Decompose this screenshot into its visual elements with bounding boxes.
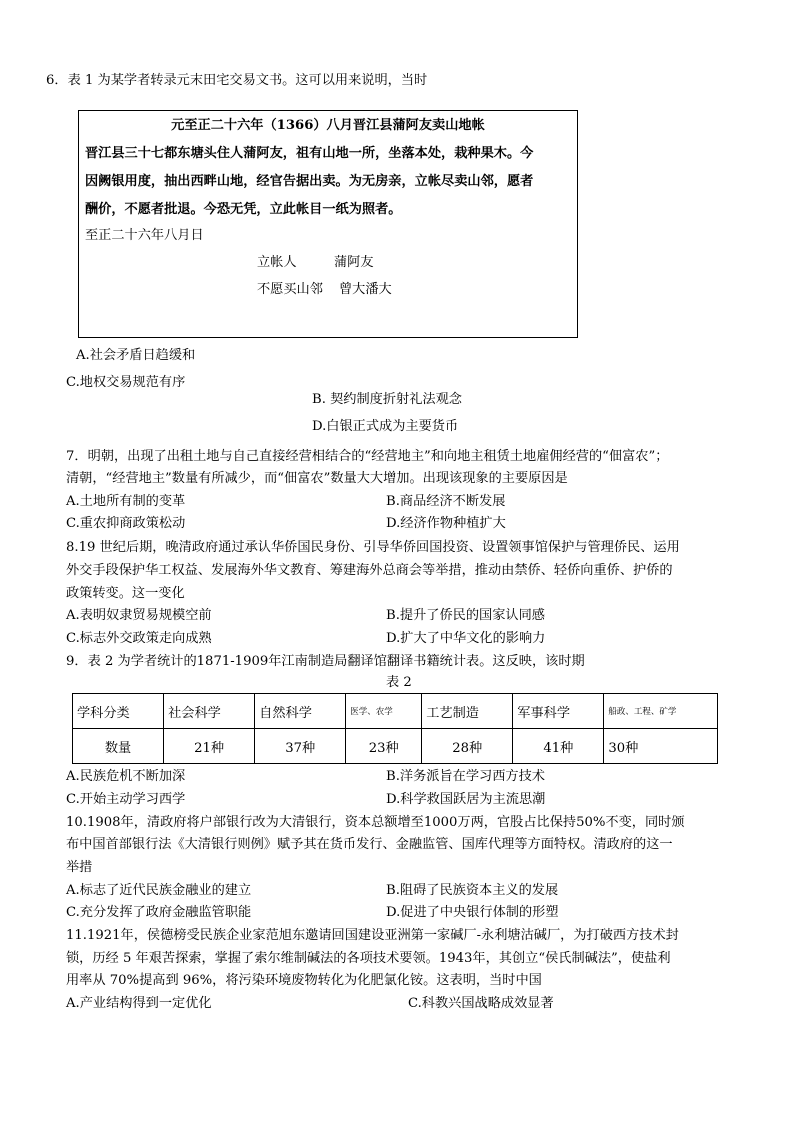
q6-sign1-label: 立帐人 bbox=[257, 255, 297, 270]
q9-option-b[interactable]: B.洋务派旨在学习西方技术 bbox=[386, 769, 545, 784]
q6-option-d[interactable]: D.白银正式成为主要货币 bbox=[312, 419, 459, 434]
q6-sign2-label: 不愿买山邻 bbox=[257, 282, 323, 297]
q8-line-1: 8.19 世纪后期，晚清政府通过承认华侨国民身份、引导华侨回国投资、设置领事馆保护与管理侨民、运用 bbox=[66, 540, 680, 555]
q7-option-a[interactable]: A.土地所有制的变革 bbox=[66, 494, 186, 509]
q9-option-d[interactable]: D.科学救国跃居为主流思潮 bbox=[386, 792, 546, 807]
q8-option-a[interactable]: A.表明奴隶贸易规模空前 bbox=[66, 608, 212, 623]
q8-line-2: 外交手段保护华工权益、发展海外华文教育、筹建海外总商会等举措，推动由禁侨、轻侨向重侨、护侨的 bbox=[66, 563, 673, 578]
q9-option-a[interactable]: A.民族危机不断加深 bbox=[66, 769, 186, 784]
table-header-cell: 工艺制造 bbox=[422, 694, 513, 729]
q6-document-line-1: 晋江县三十七都东塘头住人蒲阿友，祖有山地一所，坐落本处，栽种果木。今 bbox=[85, 146, 534, 161]
table-header-cell: 社会科学 bbox=[164, 694, 255, 729]
q11-line-3: 用率从 70%提高到 96%，将污染环境废物转化为化肥氯化铵。这表明，当时中国 bbox=[66, 973, 542, 988]
table-header-row bbox=[73, 694, 718, 729]
q6-sign2-name: 曾大潘大 bbox=[339, 282, 392, 297]
table-row bbox=[73, 729, 718, 764]
table-cell: 21种 bbox=[164, 729, 255, 764]
q6-stem: 6．表 1 为某学者转录元末田宅交易文书。这可以用来说明，当时 bbox=[46, 73, 428, 88]
table-cell: 数量 bbox=[73, 729, 164, 764]
q11-line-2: 锁，历经 5 年艰苦探索，掌握了索尔维制碱法的各项技术要领。1943年，其创立“侯氏制碱法”，使盐利 bbox=[66, 951, 671, 966]
q6-document-title: 元至正二十六年（1366）八月晋江县蒲阿友卖山地帐 bbox=[171, 118, 485, 133]
q7-option-b[interactable]: B.商品经济不断发展 bbox=[386, 494, 506, 509]
q7-line-1: 7．明朝，出现了出租土地与自己直接经营相结合的“经营地主”和向地主租赁土地雇佣经营的“佃富农”； bbox=[66, 449, 669, 464]
q7-option-c[interactable]: C.重农抑商政策松动 bbox=[66, 516, 186, 531]
table-cell: 28种 bbox=[422, 729, 513, 764]
q9-table bbox=[72, 693, 718, 764]
q10-line-1: 10.1908年，清政府将户部银行改为大清银行，资本总额增至1000万两，官股占比保持50%不变，同时颁 bbox=[66, 815, 685, 830]
q6-document-box bbox=[78, 110, 578, 338]
table-header-cell: 军事科学 bbox=[513, 694, 604, 729]
table-header-cell: 学科分类 bbox=[73, 694, 164, 729]
q6-document-line-3: 酬价，不愿者批退。今恐无凭，立此帐目一纸为照者。 bbox=[85, 202, 402, 217]
q11-line-1: 11.1921年，侯德榜受民族企业家范旭东邀请回国建设亚洲第一家碱厂-永利塘沽碱厂，为打破西方技术封 bbox=[66, 928, 679, 943]
table-cell: 30种 bbox=[604, 729, 718, 764]
q10-option-d[interactable]: D.促进了中央银行体制的形塑 bbox=[386, 905, 559, 920]
q7-option-d[interactable]: D.经济作物种植扩大 bbox=[386, 516, 506, 531]
q10-line-2: 布中国首部银行法《大清银行则例》赋予其在货币发行、金融监管、国库代理等方面特权。清政府的这一 bbox=[66, 837, 673, 852]
q9-stem: 9．表 2 为学者统计的1871-1909年江南制造局翻译馆翻译书籍统计表。这反映，该时期 bbox=[66, 654, 585, 669]
q10-option-b[interactable]: B.阻碍了民族资本主义的发展 bbox=[386, 883, 559, 898]
q8-option-d[interactable]: D.扩大了中华文化的影响力 bbox=[386, 631, 546, 646]
q11-option-c[interactable]: C.科教兴国战略成效显著 bbox=[408, 996, 554, 1011]
q10-line-3: 举措 bbox=[66, 860, 93, 875]
q8-option-b[interactable]: B.提升了侨民的国家认同感 bbox=[386, 608, 545, 623]
q6-option-b[interactable]: B. 契约制度折射礼法观念 bbox=[312, 392, 462, 407]
q6-option-c[interactable]: C.地权交易规范有序 bbox=[66, 375, 186, 390]
q9-table-caption: 表 2 bbox=[386, 675, 412, 690]
table-header-cell: 医学、农学 bbox=[346, 694, 422, 729]
q6-option-a[interactable]: A.社会矛盾日趋缓和 bbox=[76, 348, 196, 363]
q9-option-c[interactable]: C.开始主动学习西学 bbox=[66, 792, 186, 807]
table-cell: 41种 bbox=[513, 729, 604, 764]
q8-option-c[interactable]: C.标志外交政策走向成熟 bbox=[66, 631, 212, 646]
q11-option-a[interactable]: A.产业结构得到一定优化 bbox=[66, 996, 212, 1011]
q10-option-a[interactable]: A.标志了近代民族金融业的建立 bbox=[66, 883, 252, 898]
q6-sign1-name: 蒲阿友 bbox=[334, 255, 374, 270]
table-cell: 23种 bbox=[346, 729, 422, 764]
table-header-cell: 船政、工程、矿学 bbox=[604, 694, 718, 729]
q10-option-c[interactable]: C.充分发挥了政府金融监管职能 bbox=[66, 905, 252, 920]
table-cell: 37种 bbox=[255, 729, 346, 764]
q7-line-2: 清朝，“经营地主”数量有所减少，而“佃富农”数量大大增加。出现该现象的主要原因是 bbox=[66, 471, 568, 486]
q6-document-line-2: 因阙银用度，抽出西畔山地，经官告据出卖。为无房亲，立帐尽卖山邻，愿者 bbox=[85, 174, 534, 189]
q6-document-date: 至正二十六年八月日 bbox=[85, 228, 204, 243]
q8-line-3: 政策转变。这一变化 bbox=[66, 586, 185, 601]
table-header-cell: 自然科学 bbox=[255, 694, 346, 729]
